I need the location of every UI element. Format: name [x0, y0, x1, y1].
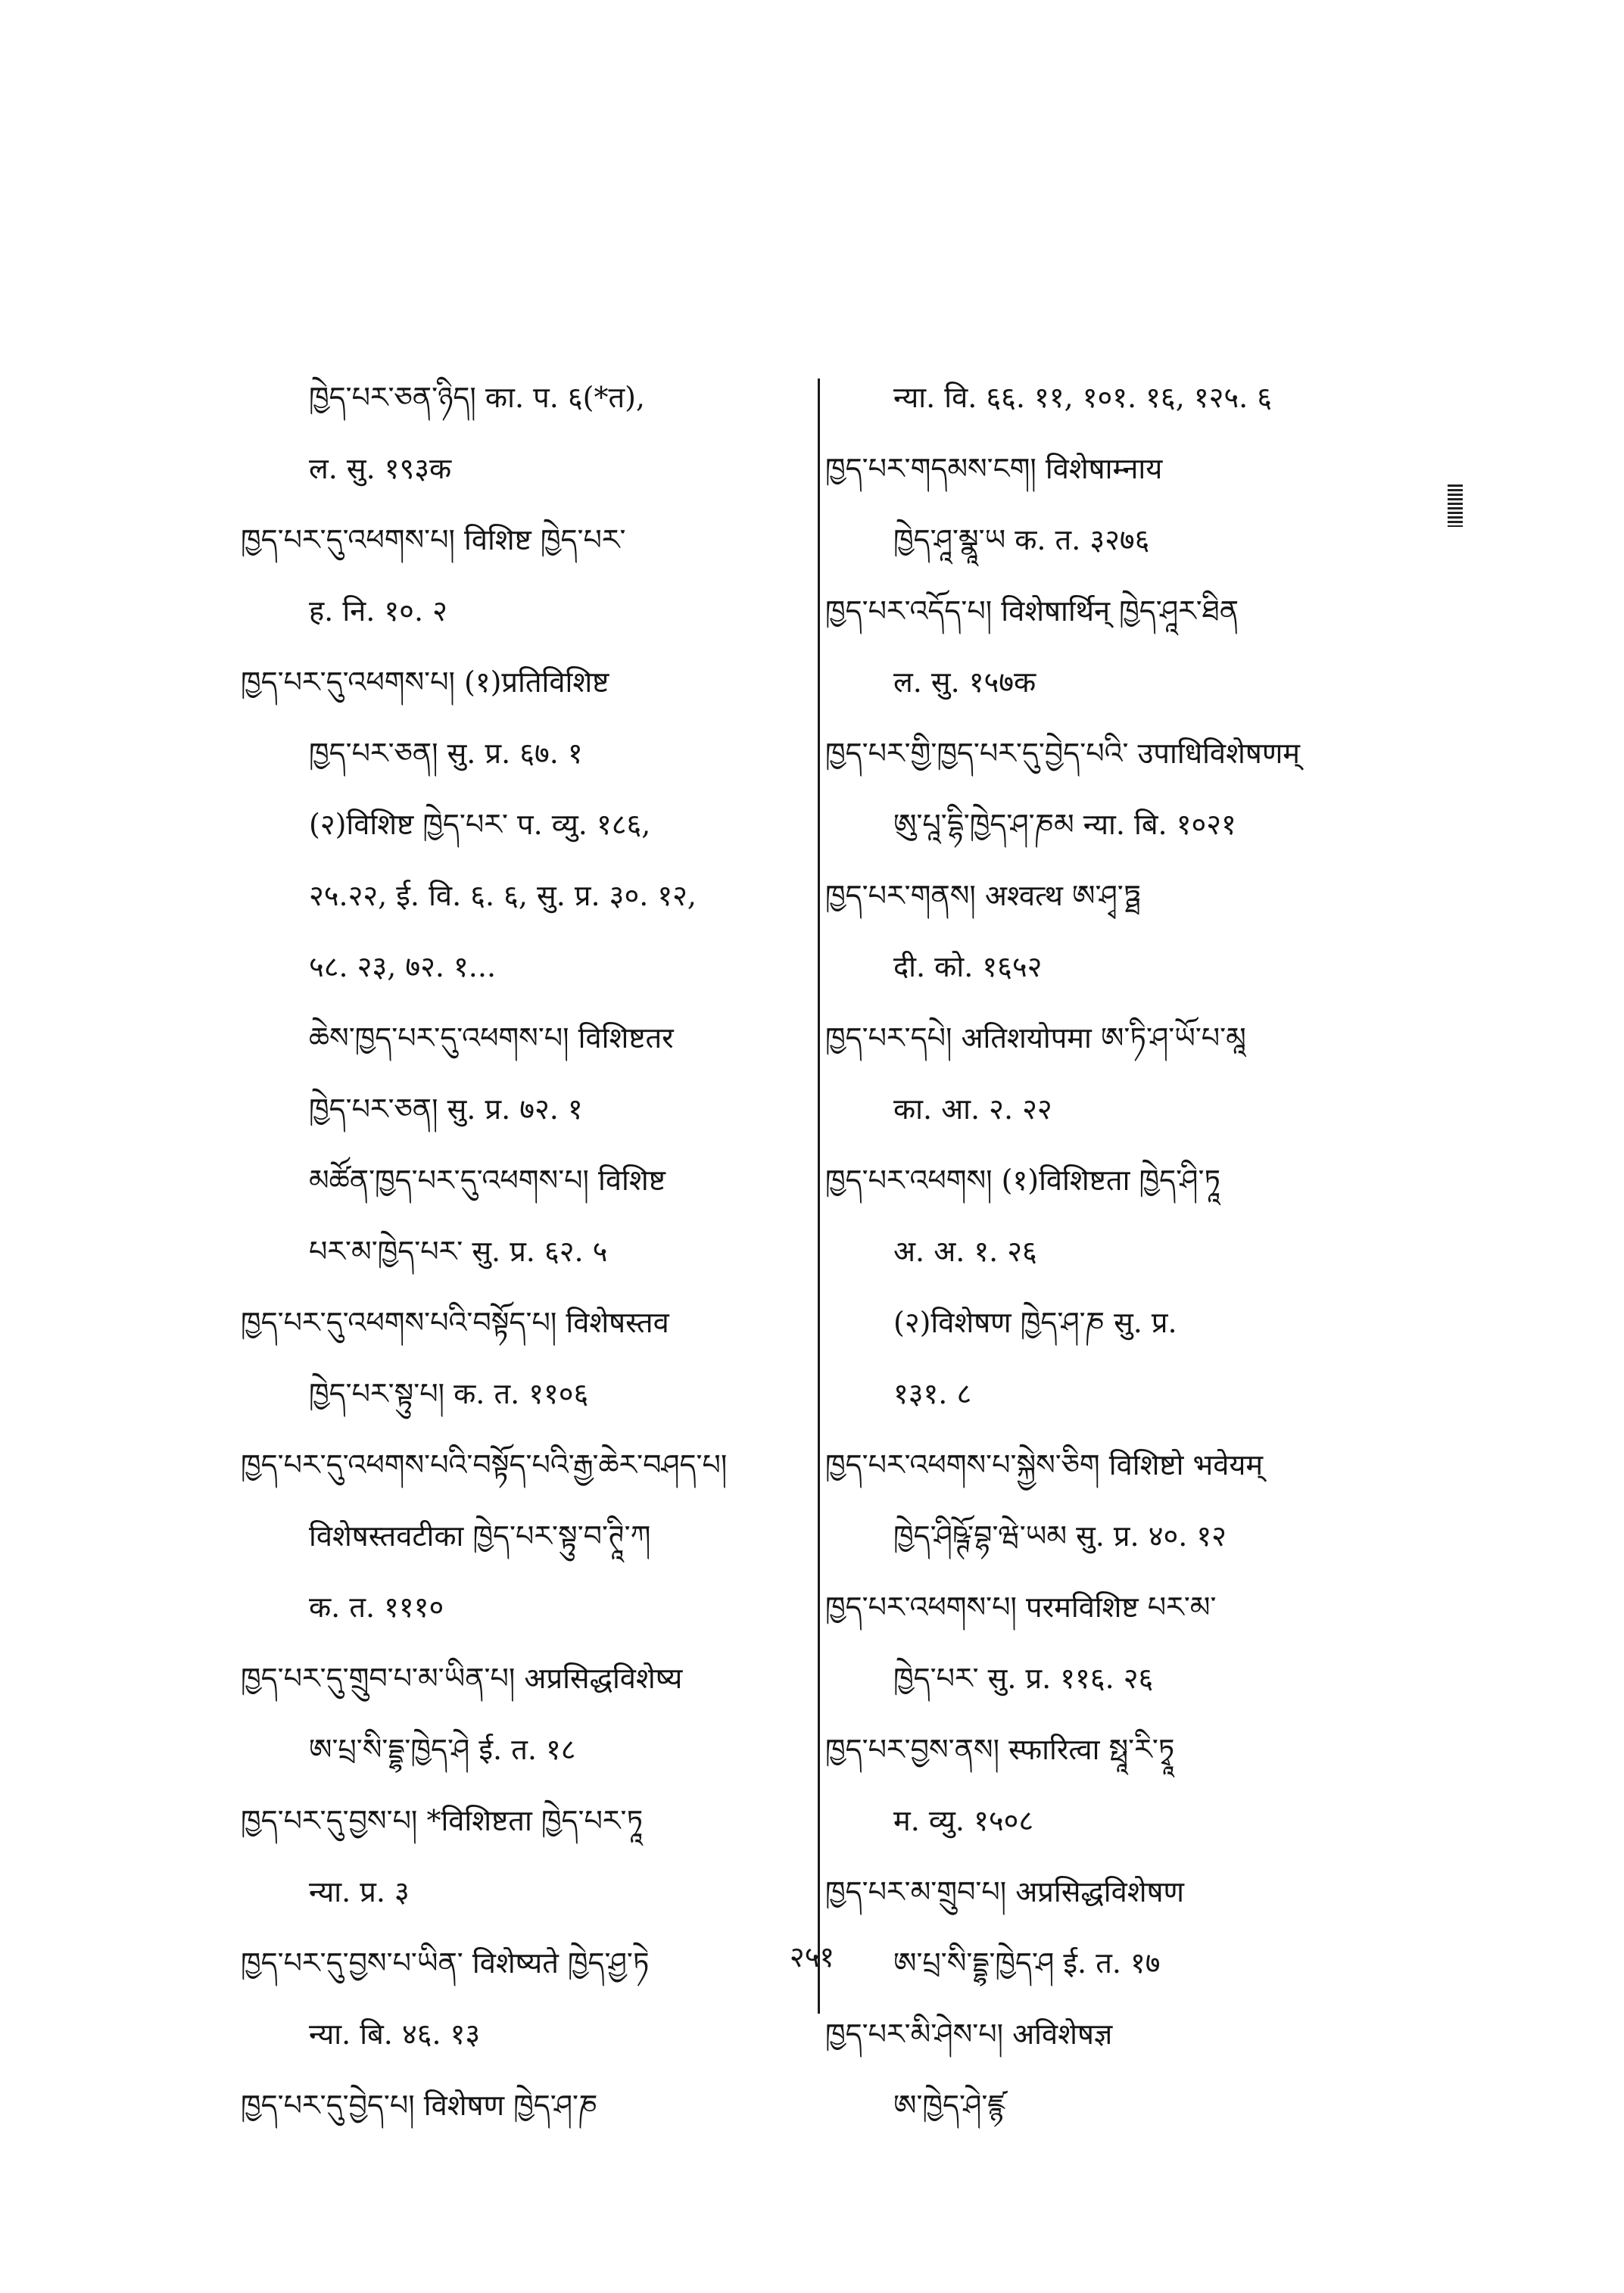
entry-line: ཁྱད་པར་དུ་བྱས་པ། *विशिष्टता ཁྱེད་པར་ཏཱ: [241, 1804, 644, 1837]
entry-line: अ. अ. १. २६: [893, 1235, 1037, 1268]
entry-line: ཁྱད་པར་དུ་བྱེད་པ། विशेषण ཁྱེད་ཤ་ཎ: [241, 2089, 598, 2122]
entry-line: ཁྱད་པར་དུ་གྲུབ་པ་མ་ཡིན་པ། अप्रसिद्धविशेष्य: [241, 1662, 683, 1695]
entry-line: न्या. प्र. ३: [309, 1875, 410, 1908]
entry-line: म. व्यु. १५०८: [893, 1804, 1034, 1837]
entry-line: ཁྱད་པར་དུ་འཕགས་པའི་བསྟོད་པ། विशेषस्तव: [241, 1306, 669, 1339]
entry-line: ཁྱད་པར་དཔེ། अतिशयोपमा ཨ་ཏི་ཤ་ཡོ་པ་མཱ: [825, 1021, 1246, 1055]
entry-line: ཨ་ཁྱེད་ཤེ་ཛྙ: [893, 2089, 1005, 2122]
entry-line: ཁྱེད་པར་ सु. प्र. ११६. २६: [893, 1662, 1154, 1695]
entry-line: ཨུ་པཱ་དྷི་ཁྱེད་ཤ་ཎམ न्या. बि. १०२१: [893, 808, 1236, 841]
entry-line: ཁྱད་པར་འདོད་པ། विशेषार्थिन् ཁྱེད་ཤཱར་ཐིན: [825, 594, 1239, 628]
entry-line: (२)विशेषण ཁྱེད་ཤ་ཎ सु. प्र.: [893, 1306, 1177, 1339]
entry-line: ཁྱད་པར་མ་གྲུབ་པ། अप्रसिद्धविशेषण: [825, 1875, 1185, 1908]
entry-line: ཁྱད་པར་འཕགས། (१)विशिष्टता ཁྱེད་ཤི་ཏཱ: [825, 1164, 1221, 1197]
entry-line: ५८. २३, ७२. १...: [309, 950, 497, 983]
entry-line: २५.२२, ई. वि. ६. ६, सु. प्र. ३०. १२,: [309, 879, 697, 912]
right-column: [825, 362, 1401, 2141]
entry-line: ཁྱད་པར་མི་ཤེས་པ། अविशेषज्ञ: [825, 2017, 1113, 2051]
entry-line: ཁྱད་པར་གདམས་ངག། विशेषाम्नाय: [825, 452, 1163, 485]
entry-line: ཁྱེད་པར་སྟུ་པ། क. त. ११०६: [309, 1377, 589, 1410]
left-column: [241, 362, 801, 2141]
entry-line: ཁྱེད་པར་ཅན་ཉིད། का. प. ६(*त),: [309, 381, 646, 414]
entry-line: ཁྱད་པར་གྱི་ཁྱད་པར་དུ་བྱེད་པའི་ उपाधिविशेषणम्: [825, 737, 1301, 770]
entry-line: (२)विशिष्ट ཁྱེད་པར་ प. व्यु. १८६,: [309, 808, 651, 841]
entry-line: ཁྱད་པར་འཕགས་པ། परमविशिष्ट པར་མ་: [825, 1590, 1217, 1624]
entry-line: པར་མ་ཁྱེད་པར་ सु. प्र. ६२. ५: [309, 1235, 608, 1268]
entry-line: ल. सु. १९३क: [309, 452, 452, 485]
entry-line: ཁྱད་པར་གནས། अश्वत्थ ཨ་ཤྭ་ཏྠ: [825, 879, 1141, 912]
entry-line: न्या. बि. ४६. १३: [309, 2017, 481, 2051]
entry-line: ཁྱད་པར་ཅན། सु. प्र. ६७. १: [309, 737, 583, 770]
entry-line: ह. नि. १०. २: [309, 594, 447, 628]
entry-line: ཁྱད་པར་དུ་བྱས་པ་ཡིན་ विशेष्यते ཁྱེད་ཤྱ་ཏེ: [241, 1946, 650, 1980]
entry-line: ཁྱེད་ཤཱ་མྣཱ་ཡ क. त. ३२७६: [893, 523, 1150, 556]
entry-line: མཚོན་ཁྱད་པར་དུ་འཕགས་པ། विशिष्ट: [309, 1164, 665, 1197]
entry-line: १३१. ८: [893, 1377, 972, 1410]
entry-line: ल. सु. १५७क: [893, 665, 1036, 699]
entry-line: ཁྱད་པར་དུ་འཕགས་པའི་བསྟོད་པའི་རྒྱ་ཆེར་བཤད་པ།: [241, 1448, 728, 1481]
entry-line: न्या. वि. ६६. ११, १०१. १६, १२५. ६: [893, 381, 1273, 414]
column-divider: [818, 379, 820, 2014]
entry-line: ཆེས་ཁྱད་པར་དུ་འཕགས་པ། विशिष्टतर: [309, 1021, 674, 1055]
entry-line: ཁྱད་པར་འཕགས་པ་སྐྱེས་ཅིག विशिष्टो भवेयम्: [825, 1448, 1264, 1481]
entry-line: ཁྱེད་ཤིཥྚོ་བྷ་ཝེ་ཡམ सु. प्र. ४०. १२: [893, 1519, 1227, 1553]
entry-line: ཨ་པྲ་སི་དྡྷ་ཁྱེད་ཤེ ई. त. १८: [309, 1733, 576, 1766]
entry-line: ཁྱེད་པར་ཅན། सु. प्र. ७२. १: [309, 1092, 583, 1126]
page-number: २५१: [789, 1940, 835, 1974]
entry-line: ཁྱད་པར་དུ་འཕགས་པ། विशिष्ट ཁྱེད་པར་: [241, 523, 626, 556]
entry-line: क. त. १११०: [309, 1590, 444, 1624]
margin-marker: [1448, 484, 1463, 527]
entry-line: दी. को. १६५२: [893, 950, 1043, 983]
entry-line: ཨ་པྲ་སི་དྡྷ་ཁྱེད་ཤ ई. त. १७: [893, 1946, 1161, 1980]
entry-line: विशेषस्तवटीका ཁྱེད་པར་སྟུ་བ་ཊཱི་ཀ: [309, 1519, 651, 1553]
entry-line: का. आ. २. २२: [893, 1092, 1052, 1126]
entry-line: ཁྱད་པར་བྱས་ནས། स्फारित्वा སྥཱ་རི་ཏྭཱ: [825, 1733, 1175, 1766]
entry-line: ཁྱད་པར་དུ་འཕགས་པ། (१)प्रतिविशिष्ट: [241, 665, 609, 699]
